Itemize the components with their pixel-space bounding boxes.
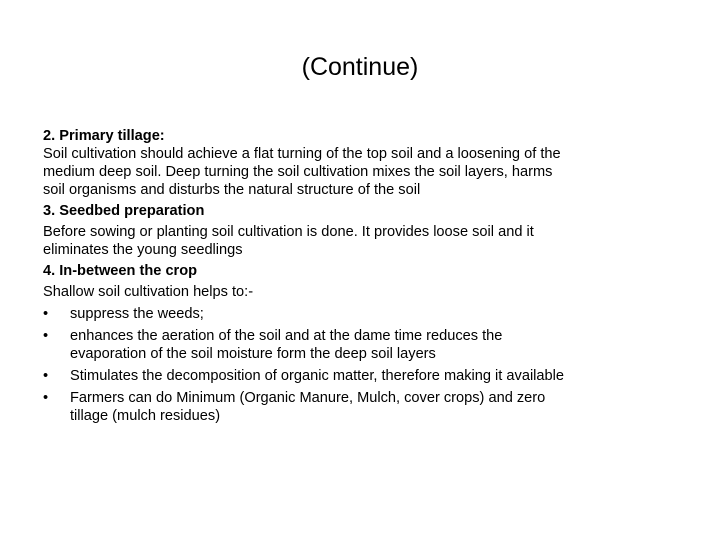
- bullet-dot-icon: •: [43, 368, 49, 384]
- paragraph-line: medium deep soil. Deep turning the soil cultivation mixes the soil layers, harms: [43, 164, 553, 180]
- bullet-dot-icon: •: [43, 328, 49, 344]
- bullet-item: [43, 305, 693, 323]
- bullet-dot-icon: •: [43, 390, 49, 406]
- section-heading-primary-tillage: 2. Primary tillage:: [43, 128, 165, 144]
- slide-body: [43, 127, 693, 425]
- paragraph-line: eliminates the young seedlings: [43, 242, 243, 258]
- bullet-text-line: evaporation of the soil moisture form the deep soil layers: [70, 346, 436, 362]
- section-heading-seedbed-preparation: 3. Seedbed preparation: [43, 203, 205, 219]
- section-heading-in-between-crop: 4. In-between the crop: [43, 263, 198, 279]
- bullet-dot-icon: •: [43, 306, 49, 322]
- paragraph-line: Soil cultivation should achieve a flat turning of the top soil and a loosening of the: [43, 146, 561, 162]
- bullet-text-line: Farmers can do Minimum (Organic Manure, Mulch, cover crops) and zero: [70, 390, 546, 406]
- bullet-item: [43, 389, 693, 425]
- paragraph-line: soil organisms and disturbs the natural structure of the soil: [43, 182, 421, 198]
- bullet-text-line: enhances the aeration of the soil and at the dame time reduces the: [70, 328, 503, 344]
- paragraph-intro: Shallow soil cultivation helps to:-: [43, 284, 254, 300]
- bullet-text-line: suppress the weeds;: [70, 306, 204, 322]
- bullet-text-line: tillage (mulch residues): [70, 408, 221, 424]
- paragraph-line: Before sowing or planting soil cultivation is done. It provides loose soil and it: [43, 224, 534, 240]
- bullet-item: [43, 327, 693, 363]
- bullet-text-line: Stimulates the decomposition of organic matter, therefore making it available: [70, 368, 565, 384]
- slide-title: (Continue): [301, 53, 419, 81]
- bullet-item: [43, 367, 693, 385]
